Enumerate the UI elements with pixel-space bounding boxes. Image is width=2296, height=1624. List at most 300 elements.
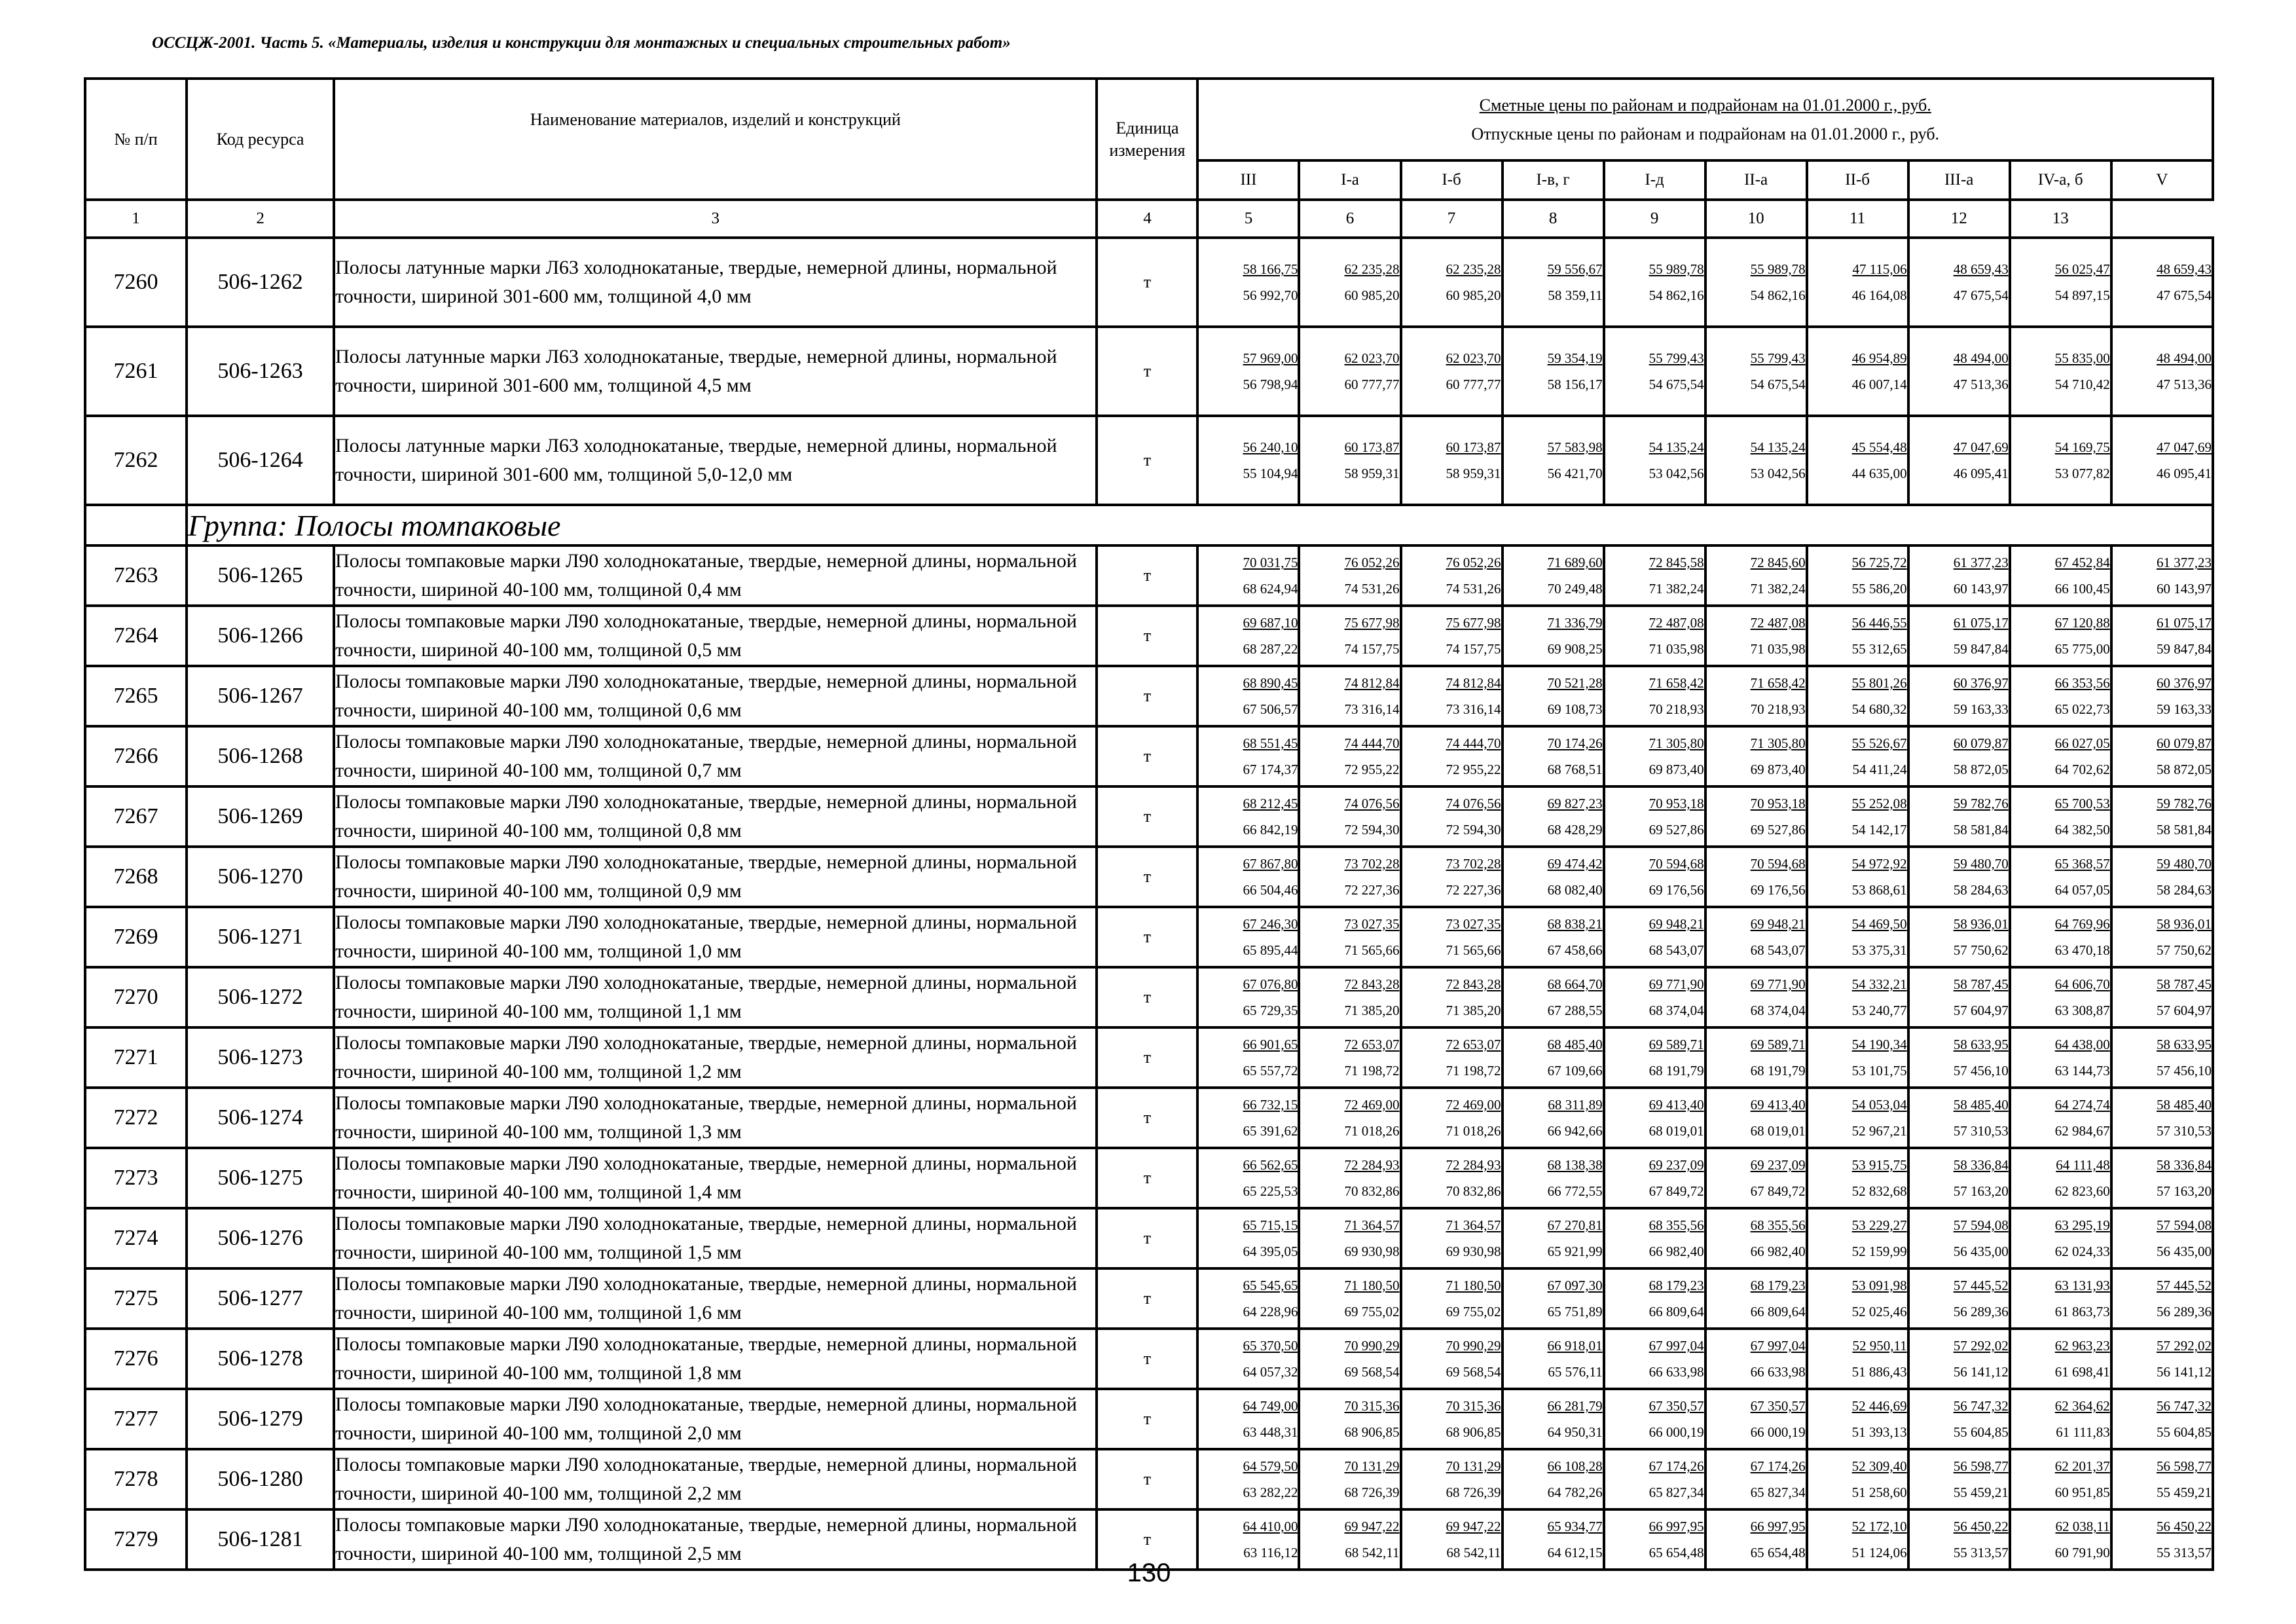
selling-price: 71 382,24 bbox=[1750, 581, 1806, 597]
price-cell bbox=[1503, 1329, 1604, 1389]
price-cell bbox=[1197, 967, 1299, 1027]
price-cell bbox=[1401, 327, 1503, 416]
material-name: Полосы томпаковые марки Л90 холоднокатаные, твердые, немерной длины, нормальной точности, шириной 40-100 мм, толщиной 2,2 мм bbox=[334, 1449, 1097, 1509]
selling-price: 61 863,73 bbox=[2054, 1304, 2110, 1320]
estimated-price: 61 075,17 bbox=[1953, 615, 2009, 631]
price-cell bbox=[1503, 1088, 1604, 1148]
selling-price: 54 675,54 bbox=[1750, 377, 1806, 392]
price-cell bbox=[1503, 545, 1604, 606]
selling-price: 58 872,05 bbox=[2157, 762, 2212, 777]
resource-code: 506-1281 bbox=[187, 1509, 334, 1570]
price-cell bbox=[1807, 606, 1908, 666]
selling-price: 66 982,40 bbox=[1750, 1244, 1806, 1259]
selling-price: 57 604,97 bbox=[2157, 1003, 2212, 1018]
estimated-price: 68 485,40 bbox=[1547, 1037, 1603, 1052]
prices-header-estimated: Сметные цены по районам и подрайонам на 01.01.2000 г., руб. bbox=[1479, 95, 1931, 115]
resource-code: 506-1273 bbox=[187, 1027, 334, 1088]
selling-price: 72 594,30 bbox=[1344, 822, 1400, 838]
price-cell bbox=[1604, 1509, 1705, 1570]
row-number: 7263 bbox=[85, 545, 187, 606]
estimated-price: 54 469,50 bbox=[1851, 916, 1907, 932]
selling-price: 66 842,19 bbox=[1243, 822, 1298, 838]
selling-price: 54 897,15 bbox=[2054, 287, 2110, 303]
selling-price: 71 198,72 bbox=[1344, 1063, 1400, 1079]
selling-price: 60 143,97 bbox=[1953, 581, 2009, 597]
estimated-price: 66 108,28 bbox=[1547, 1458, 1603, 1474]
material-name: Полосы латунные марки Л63 холоднокатаные, твердые, немерной длины, нормальной точности, шириной 301-600 мм, толщиной 4,5 мм bbox=[334, 327, 1097, 416]
price-cell bbox=[1503, 726, 1604, 786]
estimated-price: 74 812,84 bbox=[1344, 675, 1400, 691]
price-cell bbox=[2010, 606, 2111, 666]
selling-price: 68 906,85 bbox=[1344, 1424, 1400, 1440]
selling-price: 69 908,25 bbox=[1547, 641, 1603, 657]
estimated-price: 56 725,72 bbox=[1851, 555, 1907, 570]
estimated-price: 61 377,23 bbox=[2157, 555, 2212, 570]
selling-price: 71 382,24 bbox=[1649, 581, 1704, 597]
estimated-price: 69 237,09 bbox=[1649, 1157, 1704, 1173]
estimated-price: 71 180,50 bbox=[1344, 1278, 1400, 1293]
selling-price: 53 375,31 bbox=[1851, 942, 1907, 958]
estimated-price: 69 947,22 bbox=[1344, 1519, 1400, 1534]
selling-price: 63 308,87 bbox=[2054, 1003, 2110, 1018]
estimated-price: 69 413,40 bbox=[1750, 1097, 1806, 1113]
resource-code: 506-1280 bbox=[187, 1449, 334, 1509]
estimated-price: 69 589,71 bbox=[1649, 1037, 1704, 1052]
selling-price: 71 035,98 bbox=[1750, 641, 1806, 657]
estimated-price: 68 311,89 bbox=[1548, 1097, 1603, 1113]
estimated-price: 68 551,45 bbox=[1243, 735, 1298, 751]
estimated-price: 71 180,50 bbox=[1446, 1278, 1501, 1293]
price-cell bbox=[2010, 1148, 2111, 1208]
price-cell bbox=[1604, 1148, 1705, 1208]
unit-of-measure: т bbox=[1097, 416, 1197, 505]
selling-price: 52 025,46 bbox=[1851, 1304, 1907, 1320]
group-title: Группа: Полосы томпаковые bbox=[187, 505, 2213, 545]
price-cell bbox=[2111, 1027, 2213, 1088]
selling-price: 66 772,55 bbox=[1547, 1183, 1603, 1199]
selling-price: 56 435,00 bbox=[2157, 1244, 2212, 1259]
selling-price: 57 310,53 bbox=[1953, 1123, 2009, 1139]
selling-price: 47 675,54 bbox=[1953, 287, 2009, 303]
selling-price: 68 082,40 bbox=[1547, 882, 1603, 898]
price-cell bbox=[1401, 907, 1503, 967]
price-cell bbox=[1503, 606, 1604, 666]
estimated-price: 58 336,84 bbox=[2157, 1157, 2212, 1173]
estimated-price: 66 732,15 bbox=[1243, 1097, 1298, 1113]
table-row bbox=[85, 907, 2213, 967]
price-cell bbox=[1197, 1088, 1299, 1148]
selling-price: 74 531,26 bbox=[1344, 581, 1400, 597]
material-name: Полосы томпаковые марки Л90 холоднокатаные, твердые, немерной длины, нормальной точности, шириной 40-100 мм, толщиной 2,5 мм bbox=[334, 1509, 1097, 1570]
estimated-price: 72 845,60 bbox=[1750, 555, 1806, 570]
price-cell bbox=[2010, 666, 2111, 726]
price-cell bbox=[1197, 726, 1299, 786]
resource-code: 506-1274 bbox=[187, 1088, 334, 1148]
estimated-price: 72 843,28 bbox=[1446, 976, 1501, 992]
table-row bbox=[85, 1208, 2213, 1268]
price-cell bbox=[2010, 1208, 2111, 1268]
selling-price: 58 959,31 bbox=[1446, 466, 1501, 481]
price-cell bbox=[1197, 238, 1299, 327]
selling-price: 69 930,98 bbox=[1446, 1244, 1501, 1259]
price-cell bbox=[1299, 847, 1400, 907]
col-header-code: Код ресурса bbox=[187, 79, 334, 200]
price-cell bbox=[2111, 1509, 2213, 1570]
selling-price: 64 612,15 bbox=[1547, 1545, 1603, 1560]
price-cell bbox=[1908, 967, 2010, 1027]
price-cell bbox=[1503, 1148, 1604, 1208]
selling-price: 56 421,70 bbox=[1547, 466, 1603, 481]
selling-price: 69 755,02 bbox=[1344, 1304, 1400, 1320]
resource-code: 506-1266 bbox=[187, 606, 334, 666]
price-cell bbox=[1299, 1088, 1400, 1148]
selling-price: 63 144,73 bbox=[2054, 1063, 2110, 1079]
selling-price: 66 809,64 bbox=[1750, 1304, 1806, 1320]
selling-price: 51 258,60 bbox=[1851, 1485, 1907, 1500]
selling-price: 57 310,53 bbox=[2157, 1123, 2212, 1139]
estimated-price: 62 235,28 bbox=[1344, 261, 1400, 277]
estimated-price: 65 934,77 bbox=[1547, 1519, 1603, 1534]
price-cell bbox=[1197, 1268, 1299, 1329]
estimated-price: 71 305,80 bbox=[1649, 735, 1704, 751]
price-cell bbox=[2010, 786, 2111, 847]
estimated-price: 66 918,01 bbox=[1547, 1338, 1603, 1354]
price-cell bbox=[1299, 666, 1400, 726]
price-cell bbox=[1401, 1389, 1503, 1449]
selling-price: 55 313,57 bbox=[1953, 1545, 2009, 1560]
estimated-price: 73 702,28 bbox=[1344, 856, 1400, 872]
selling-price: 63 448,31 bbox=[1243, 1424, 1298, 1440]
estimated-price: 55 989,78 bbox=[1750, 261, 1806, 277]
price-cell bbox=[1705, 545, 1807, 606]
estimated-price: 62 364,62 bbox=[2054, 1398, 2110, 1414]
selling-price: 68 542,11 bbox=[1345, 1545, 1400, 1560]
price-cell bbox=[1299, 1329, 1400, 1389]
selling-price: 67 288,55 bbox=[1547, 1003, 1603, 1018]
resource-code: 506-1271 bbox=[187, 907, 334, 967]
selling-price: 74 157,75 bbox=[1446, 641, 1501, 657]
page-header-title: ОССЦЖ-2001. Часть 5. «Материалы, изделия и конструкции для монтажных и специальных строительных работ» bbox=[152, 34, 1011, 52]
selling-price: 68 542,11 bbox=[1446, 1545, 1501, 1560]
estimated-price: 63 131,93 bbox=[2054, 1278, 2110, 1293]
selling-price: 65 391,62 bbox=[1243, 1123, 1298, 1139]
selling-price: 59 847,84 bbox=[1953, 641, 2009, 657]
price-cell bbox=[1705, 1208, 1807, 1268]
estimated-price: 54 053,04 bbox=[1851, 1097, 1907, 1113]
price-cell bbox=[2111, 1449, 2213, 1509]
selling-price: 58 156,17 bbox=[1547, 377, 1603, 392]
price-cell bbox=[2111, 416, 2213, 505]
estimated-price: 65 700,53 bbox=[2054, 796, 2110, 811]
price-cell bbox=[1908, 847, 2010, 907]
estimated-price: 67 097,30 bbox=[1547, 1278, 1603, 1293]
estimated-price: 55 799,43 bbox=[1649, 350, 1704, 366]
row-number: 7269 bbox=[85, 907, 187, 967]
selling-price: 62 823,60 bbox=[2054, 1183, 2110, 1199]
estimated-price: 48 494,00 bbox=[2157, 350, 2212, 366]
selling-price: 54 862,16 bbox=[1750, 287, 1806, 303]
selling-price: 69 176,56 bbox=[1750, 882, 1806, 898]
estimated-price: 67 120,88 bbox=[2054, 615, 2110, 631]
selling-price: 67 458,66 bbox=[1547, 942, 1603, 958]
estimated-price: 62 023,70 bbox=[1344, 350, 1400, 366]
price-cell bbox=[2010, 416, 2111, 505]
selling-price: 65 827,34 bbox=[1649, 1485, 1704, 1500]
price-cell bbox=[2010, 1449, 2111, 1509]
price-cell bbox=[1705, 847, 1807, 907]
selling-price: 59 163,33 bbox=[1953, 701, 2009, 717]
price-cell bbox=[1604, 967, 1705, 1027]
material-name: Полосы томпаковые марки Л90 холоднокатаные, твердые, немерной длины, нормальной точности, шириной 40-100 мм, толщиной 1,4 мм bbox=[334, 1148, 1097, 1208]
selling-price: 53 077,82 bbox=[2054, 466, 2110, 481]
estimated-price: 53 915,75 bbox=[1851, 1157, 1907, 1173]
selling-price: 47 513,36 bbox=[2157, 377, 2212, 392]
region-header: IV-а, б bbox=[2010, 160, 2111, 200]
estimated-price: 68 179,23 bbox=[1750, 1278, 1806, 1293]
price-cell bbox=[1604, 786, 1705, 847]
estimated-price: 64 579,50 bbox=[1243, 1458, 1298, 1474]
estimated-price: 57 445,52 bbox=[1953, 1278, 2009, 1293]
price-cell bbox=[1908, 1509, 2010, 1570]
resource-code: 506-1272 bbox=[187, 967, 334, 1027]
estimated-price: 65 370,50 bbox=[1243, 1338, 1298, 1354]
selling-price: 65 827,34 bbox=[1750, 1485, 1806, 1500]
price-cell bbox=[1908, 1449, 2010, 1509]
estimated-price: 72 284,93 bbox=[1344, 1157, 1400, 1173]
material-name: Полосы томпаковые марки Л90 холоднокатаные, твердые, немерной длины, нормальной точности, шириной 40-100 мм, толщиной 1,5 мм bbox=[334, 1208, 1097, 1268]
material-name: Полосы томпаковые марки Л90 холоднокатаные, твердые, немерной длины, нормальной точности, шириной 40-100 мм, толщиной 1,6 мм bbox=[334, 1268, 1097, 1329]
selling-price: 46 095,41 bbox=[2157, 466, 2212, 481]
price-cell bbox=[1807, 1208, 1908, 1268]
price-cell bbox=[2010, 1088, 2111, 1148]
selling-price: 71 198,72 bbox=[1446, 1063, 1501, 1079]
price-cell bbox=[2111, 1148, 2213, 1208]
price-cell bbox=[1604, 327, 1705, 416]
estimated-price: 72 469,00 bbox=[1446, 1097, 1501, 1113]
selling-price: 65 654,48 bbox=[1649, 1545, 1704, 1560]
selling-price: 58 581,84 bbox=[1953, 822, 2009, 838]
price-cell bbox=[1299, 238, 1400, 327]
selling-price: 46 007,14 bbox=[1851, 377, 1907, 392]
price-cell bbox=[1299, 1027, 1400, 1088]
estimated-price: 69 948,21 bbox=[1649, 916, 1704, 932]
estimated-price: 45 554,48 bbox=[1851, 439, 1907, 455]
selling-price: 58 359,11 bbox=[1548, 287, 1603, 303]
estimated-price: 57 969,00 bbox=[1243, 350, 1298, 366]
estimated-price: 62 963,23 bbox=[2054, 1338, 2110, 1354]
price-cell bbox=[1197, 1148, 1299, 1208]
price-cell bbox=[2111, 786, 2213, 847]
price-cell bbox=[1503, 967, 1604, 1027]
selling-price: 68 191,79 bbox=[1750, 1063, 1806, 1079]
estimated-price: 58 336,84 bbox=[1953, 1157, 2009, 1173]
column-number: 3 bbox=[334, 200, 1097, 238]
price-cell bbox=[1604, 1449, 1705, 1509]
material-name: Полосы томпаковые марки Л90 холоднокатаные, твердые, немерной длины, нормальной точности, шириной 40-100 мм, толщиной 1,3 мм bbox=[334, 1088, 1097, 1148]
price-cell bbox=[1705, 238, 1807, 327]
price-cell bbox=[2010, 1509, 2111, 1570]
estimated-price: 60 376,97 bbox=[1953, 675, 2009, 691]
resource-code: 506-1264 bbox=[187, 416, 334, 505]
price-cell bbox=[1503, 327, 1604, 416]
unit-of-measure: т bbox=[1097, 1389, 1197, 1449]
estimated-price: 71 658,42 bbox=[1750, 675, 1806, 691]
selling-price: 52 159,99 bbox=[1851, 1244, 1907, 1259]
estimated-price: 56 450,22 bbox=[2157, 1519, 2212, 1534]
selling-price: 53 042,56 bbox=[1750, 466, 1806, 481]
selling-price: 57 750,62 bbox=[1953, 942, 2009, 958]
price-cell bbox=[2111, 847, 2213, 907]
estimated-price: 69 589,71 bbox=[1750, 1037, 1806, 1052]
estimated-price: 54 135,24 bbox=[1649, 439, 1704, 455]
estimated-price: 67 174,26 bbox=[1750, 1458, 1806, 1474]
price-cell bbox=[1807, 1329, 1908, 1389]
table-row bbox=[85, 967, 2213, 1027]
material-name: Полосы томпаковые марки Л90 холоднокатаные, твердые, немерной длины, нормальной точности, шириной 40-100 мм, толщиной 1,8 мм bbox=[334, 1329, 1097, 1389]
estimated-price: 75 677,98 bbox=[1344, 615, 1400, 631]
price-cell bbox=[1197, 1449, 1299, 1509]
selling-price: 56 141,12 bbox=[2157, 1364, 2212, 1380]
price-cell bbox=[2111, 1088, 2213, 1148]
selling-price: 67 849,72 bbox=[1750, 1183, 1806, 1199]
selling-price: 69 568,54 bbox=[1446, 1364, 1501, 1380]
estimated-price: 58 485,40 bbox=[2157, 1097, 2212, 1113]
selling-price: 65 225,53 bbox=[1243, 1183, 1298, 1199]
price-cell bbox=[1604, 1389, 1705, 1449]
selling-price: 53 240,77 bbox=[1851, 1003, 1907, 1018]
unit-of-measure: т bbox=[1097, 1268, 1197, 1329]
row-number: 7268 bbox=[85, 847, 187, 907]
price-cell bbox=[1807, 1088, 1908, 1148]
price-cell bbox=[1197, 666, 1299, 726]
selling-price: 54 680,32 bbox=[1851, 701, 1907, 717]
unit-of-measure: т bbox=[1097, 1088, 1197, 1148]
selling-price: 57 163,20 bbox=[2157, 1183, 2212, 1199]
unit-of-measure: т bbox=[1097, 327, 1197, 416]
price-cell bbox=[1807, 786, 1908, 847]
price-cell bbox=[2010, 1027, 2111, 1088]
selling-price: 70 832,86 bbox=[1446, 1183, 1501, 1199]
table-row bbox=[85, 1449, 2213, 1509]
estimated-price: 72 843,28 bbox=[1344, 976, 1400, 992]
estimated-price: 66 997,95 bbox=[1649, 1519, 1704, 1534]
price-cell bbox=[2111, 666, 2213, 726]
price-cell bbox=[1401, 1148, 1503, 1208]
region-header: I-д bbox=[1604, 160, 1705, 200]
selling-price: 71 018,26 bbox=[1344, 1123, 1400, 1139]
column-number: 11 bbox=[1807, 200, 1908, 238]
page-number: 130 bbox=[1127, 1559, 1171, 1587]
price-cell bbox=[1299, 1449, 1400, 1509]
selling-price: 64 057,32 bbox=[1243, 1364, 1298, 1380]
estimated-price: 57 583,98 bbox=[1547, 439, 1603, 455]
estimated-price: 56 450,22 bbox=[1953, 1519, 2009, 1534]
selling-price: 60 985,20 bbox=[1344, 287, 1400, 303]
estimated-price: 65 545,65 bbox=[1243, 1278, 1298, 1293]
estimated-price: 63 295,19 bbox=[2054, 1217, 2110, 1233]
price-cell bbox=[1705, 1329, 1807, 1389]
selling-price: 69 930,98 bbox=[1344, 1244, 1400, 1259]
estimated-price: 67 997,04 bbox=[1750, 1338, 1806, 1354]
price-cell bbox=[1197, 545, 1299, 606]
estimated-price: 71 364,57 bbox=[1344, 1217, 1400, 1233]
column-number: 8 bbox=[1503, 200, 1604, 238]
price-cell bbox=[1604, 726, 1705, 786]
material-name: Полосы томпаковые марки Л90 холоднокатаные, твердые, немерной длины, нормальной точности, шириной 40-100 мм, толщиной 0,8 мм bbox=[334, 786, 1097, 847]
selling-price: 69 527,86 bbox=[1750, 822, 1806, 838]
selling-price: 63 470,18 bbox=[2054, 942, 2110, 958]
unit-of-measure: т bbox=[1097, 666, 1197, 726]
price-cell bbox=[1197, 1509, 1299, 1570]
price-cell bbox=[2111, 545, 2213, 606]
price-cell bbox=[1604, 847, 1705, 907]
estimated-price: 72 653,07 bbox=[1446, 1037, 1501, 1052]
estimated-price: 56 598,77 bbox=[2157, 1458, 2212, 1474]
price-cell bbox=[1503, 238, 1604, 327]
price-cell bbox=[1604, 1208, 1705, 1268]
estimated-price: 55 801,26 bbox=[1851, 675, 1907, 691]
price-cell bbox=[1908, 1329, 2010, 1389]
estimated-price: 70 521,28 bbox=[1547, 675, 1603, 691]
selling-price: 72 227,36 bbox=[1446, 882, 1501, 898]
estimated-price: 71 305,80 bbox=[1750, 735, 1806, 751]
selling-price: 53 042,56 bbox=[1649, 466, 1704, 481]
price-cell bbox=[1807, 1449, 1908, 1509]
selling-price: 66 633,98 bbox=[1649, 1364, 1704, 1380]
price-cell bbox=[2111, 1329, 2213, 1389]
selling-price: 66 633,98 bbox=[1750, 1364, 1806, 1380]
unit-of-measure: т bbox=[1097, 1027, 1197, 1088]
estimated-price: 59 556,67 bbox=[1547, 261, 1603, 277]
selling-price: 71 385,20 bbox=[1344, 1003, 1400, 1018]
region-header: I-в, г bbox=[1503, 160, 1604, 200]
unit-of-measure: т bbox=[1097, 726, 1197, 786]
estimated-price: 48 659,43 bbox=[2157, 261, 2212, 277]
selling-price: 63 282,22 bbox=[1243, 1485, 1298, 1500]
price-cell bbox=[1197, 327, 1299, 416]
price-cell bbox=[2010, 327, 2111, 416]
selling-price: 69 176,56 bbox=[1649, 882, 1704, 898]
selling-price: 46 164,08 bbox=[1851, 287, 1907, 303]
selling-price: 65 729,35 bbox=[1243, 1003, 1298, 1018]
price-cell bbox=[1299, 907, 1400, 967]
price-cell bbox=[1299, 726, 1400, 786]
price-cell bbox=[1705, 1268, 1807, 1329]
price-cell bbox=[1604, 907, 1705, 967]
column-number: 7 bbox=[1401, 200, 1503, 238]
price-cell bbox=[1503, 666, 1604, 726]
estimated-price: 54 972,92 bbox=[1851, 856, 1907, 872]
row-number: 7277 bbox=[85, 1389, 187, 1449]
selling-price: 68 726,39 bbox=[1446, 1485, 1501, 1500]
selling-price: 65 775,00 bbox=[2054, 641, 2110, 657]
material-name: Полосы томпаковые марки Л90 холоднокатаные, твердые, немерной длины, нормальной точности, шириной 40-100 мм, толщиной 1,2 мм bbox=[334, 1027, 1097, 1088]
estimated-price: 67 270,81 bbox=[1547, 1217, 1603, 1233]
estimated-price: 73 702,28 bbox=[1446, 856, 1501, 872]
estimated-price: 52 950,11 bbox=[1852, 1338, 1907, 1354]
price-cell bbox=[1705, 1088, 1807, 1148]
estimated-price: 66 281,79 bbox=[1547, 1398, 1603, 1414]
estimated-price: 70 131,29 bbox=[1344, 1458, 1400, 1474]
price-cell bbox=[1503, 907, 1604, 967]
selling-price: 46 095,41 bbox=[1953, 466, 2009, 481]
estimated-price: 66 997,95 bbox=[1750, 1519, 1806, 1534]
estimated-price: 47 047,69 bbox=[1953, 439, 2009, 455]
selling-price: 71 565,66 bbox=[1344, 942, 1400, 958]
column-number: 1 bbox=[85, 200, 187, 238]
selling-price: 66 942,66 bbox=[1547, 1123, 1603, 1139]
estimated-price: 75 677,98 bbox=[1446, 615, 1501, 631]
